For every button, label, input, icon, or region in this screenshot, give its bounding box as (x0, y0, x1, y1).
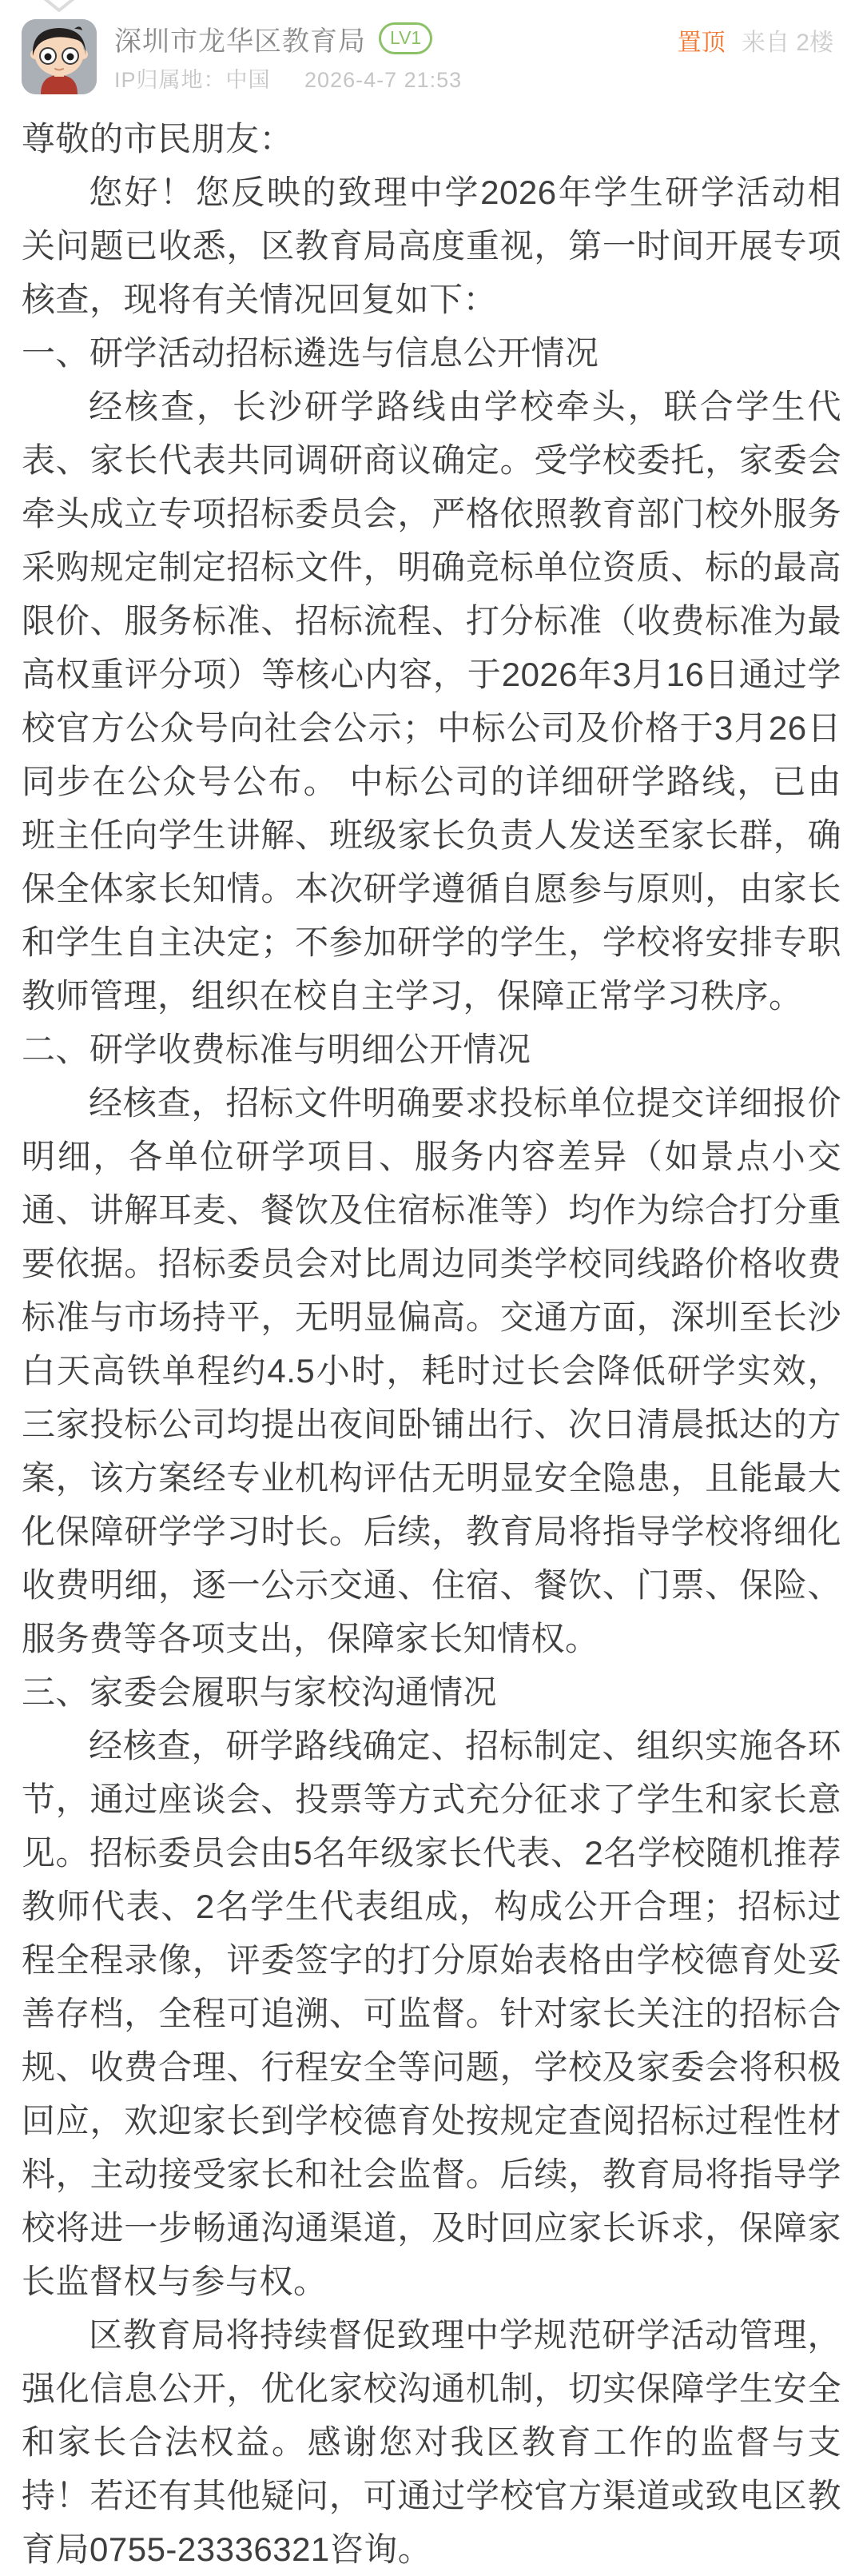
post-paragraph: 经核查，研学路线确定、招标制定、组织实施各环节，通过座谈会、投票等方式充分征求了学生和家长意见。招标委员会由5名年级家长代表、2名学校随机推荐教师代表、2名学生代表组成，构成公开合理；招标过程全程录像，评委签字的打分原始表格由学校德育处妥善存档，全程可追溯、可监督。针对家长关注的招标合规、收费合理、行程安全等问题，学校及家委会将积极回应，欢迎家长到学校德育处按规定查阅招标过程性材料，主动接受家长和社会监督。后续，教育局将指导学校将进一步畅通沟通渠道，及时回应家长诉求，保障家长监督权与参与权。 (22, 1727, 841, 2300)
post-paragraph: 二、研学收费标准与明细公开情况 (22, 1031, 531, 1068)
floor-label: 来自 2楼 (741, 30, 833, 56)
ip-location-label: IP归属地：中国 (114, 68, 271, 92)
post-paragraph: 一、研学活动招标遴选与信息公开情况 (22, 334, 599, 372)
post-paragraph: 经核查，招标文件明确要求投标单位提交详细报价明细，各单位研学项目、服务内容差异（如景点小交通、讲解耳麦、餐饮及住宿标准等）均作为综合打分重要依据。招标委员会对比周边同类学校同线路价格收费标准与市场持平，无明显偏高。交通方面，深圳至长沙白天高铁单程约4.5小时，耗时过长会降低研学实效，三家投标公司均提出夜间卧铺出行、次日清晨抵达的方案，该方案经专业机构评估无明显安全隐患，且能最大化保障研学学习时长。后续，教育局将指导学校将细化收费明细，逐一公示交通、住宿、餐饮、门票、保险、服务费等各项支出，保障家长知情权。 (22, 1084, 841, 1657)
level-badge: LV1 (379, 22, 432, 54)
post-paragraph: 您好！您反映的致理中学2026年学生研学活动相关问题已收悉，区教育局高度重视，第一时间开展专项核查，现将有关情况回复如下： (22, 173, 841, 318)
post-paragraph: 尊敬的市民朋友： (22, 120, 294, 158)
author-name[interactable]: 深圳市龙华区教育局 (114, 26, 366, 57)
timestamp: 2026-4-7 21:53 (304, 68, 463, 92)
header-right (678, 22, 833, 58)
post-header (22, 19, 833, 99)
avatar[interactable] (22, 19, 97, 94)
post-paragraph: 经核查，长沙研学路线由学校牵头，联合学生代表、家长代表共同调研商议确定。受学校委托，家委会牵头成立专项招标委员会，严格依照教育部门校外服务采购规定制定招标文件，明确竞标单位资质、标的最高限价、服务标准、招标流程、打分标准（收费标准为最高权重评分项）等核心内容，于2026年3月16日通过学校官方公众号向社会公示；中标公司及价格于3月26日同步在公众号公布。 中标公司的详细研学路线，已由班主任向学生讲解、班级家长负责人发送至家长群，确保全体家长知情。本次研学遵循自愿参与原则，由家长和学生自主决定；不参加研学的学生，学校将安排专职教师管理，组织在校自主学习，保障正常学习秩序。 (22, 388, 841, 1015)
chevron-down-icon[interactable] (40, 0, 78, 13)
pinned-badge: 置顶 (677, 30, 726, 56)
post-meta (114, 62, 833, 94)
post-paragraph: 三、家委会履职与家校沟通情况 (22, 1673, 498, 1711)
boy-avatar-illustration (22, 19, 97, 94)
post-paragraph: 区教育局将持续督促致理中学规范研学活动管理，强化信息公开，优化家校沟通机制，切实保障学生安全和家长合法权益。感谢您对我区教育工作的监督与支持！若还有其他疑问，可通过学校官方渠道或致电区教育局0755-23336321咨询。 (22, 2316, 841, 2568)
post-body (22, 112, 841, 2576)
